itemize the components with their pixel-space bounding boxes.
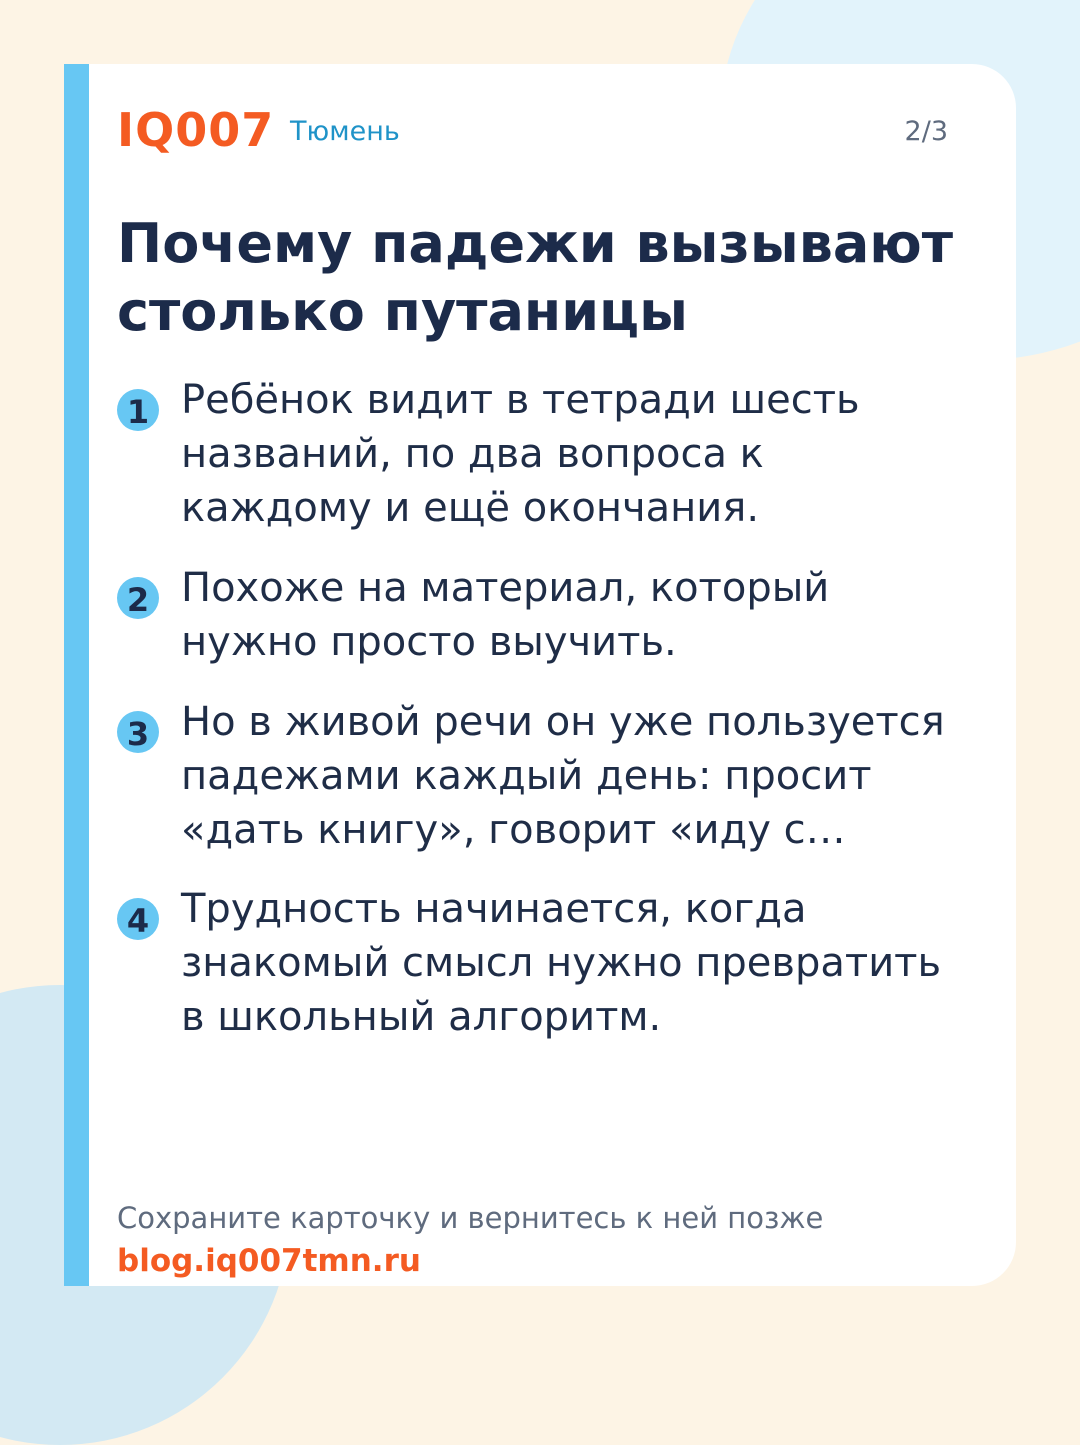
footer-note: Сохраните карточку и вернитесь к ней позже	[117, 1201, 824, 1235]
city-label: Тюмень	[290, 116, 400, 147]
footer-link[interactable]: blog.iq007tmn.ru	[117, 1243, 421, 1279]
title-line: Почему падежи вызывают	[117, 212, 954, 275]
item-text: Но в живой речи он уже пользуется падежами каждый день: просит «дать книгу», говорит «иду с…	[181, 699, 945, 853]
page-title	[117, 210, 997, 346]
item-text: Ребёнок видит в тетради шесть названий, по два вопроса к каждому и ещё окончания.	[181, 377, 860, 531]
title-line: столько путаницы	[117, 280, 688, 343]
item-text: Похоже на материал, который нужно просто выучить.	[181, 565, 830, 665]
number-badge: 1	[117, 389, 159, 431]
number-badge: 2	[117, 577, 159, 619]
item-text: Трудность начинается, когда знакомый смысл нужно превратить в школьный алгоритм.	[181, 886, 942, 1040]
number-badge: 3	[117, 711, 159, 753]
page-indicator: 2/3	[904, 116, 948, 147]
accent-bar	[64, 64, 89, 1286]
content-card	[64, 64, 1016, 1286]
number-badge: 4	[117, 898, 159, 940]
brand-logo: IQ007	[117, 103, 275, 157]
